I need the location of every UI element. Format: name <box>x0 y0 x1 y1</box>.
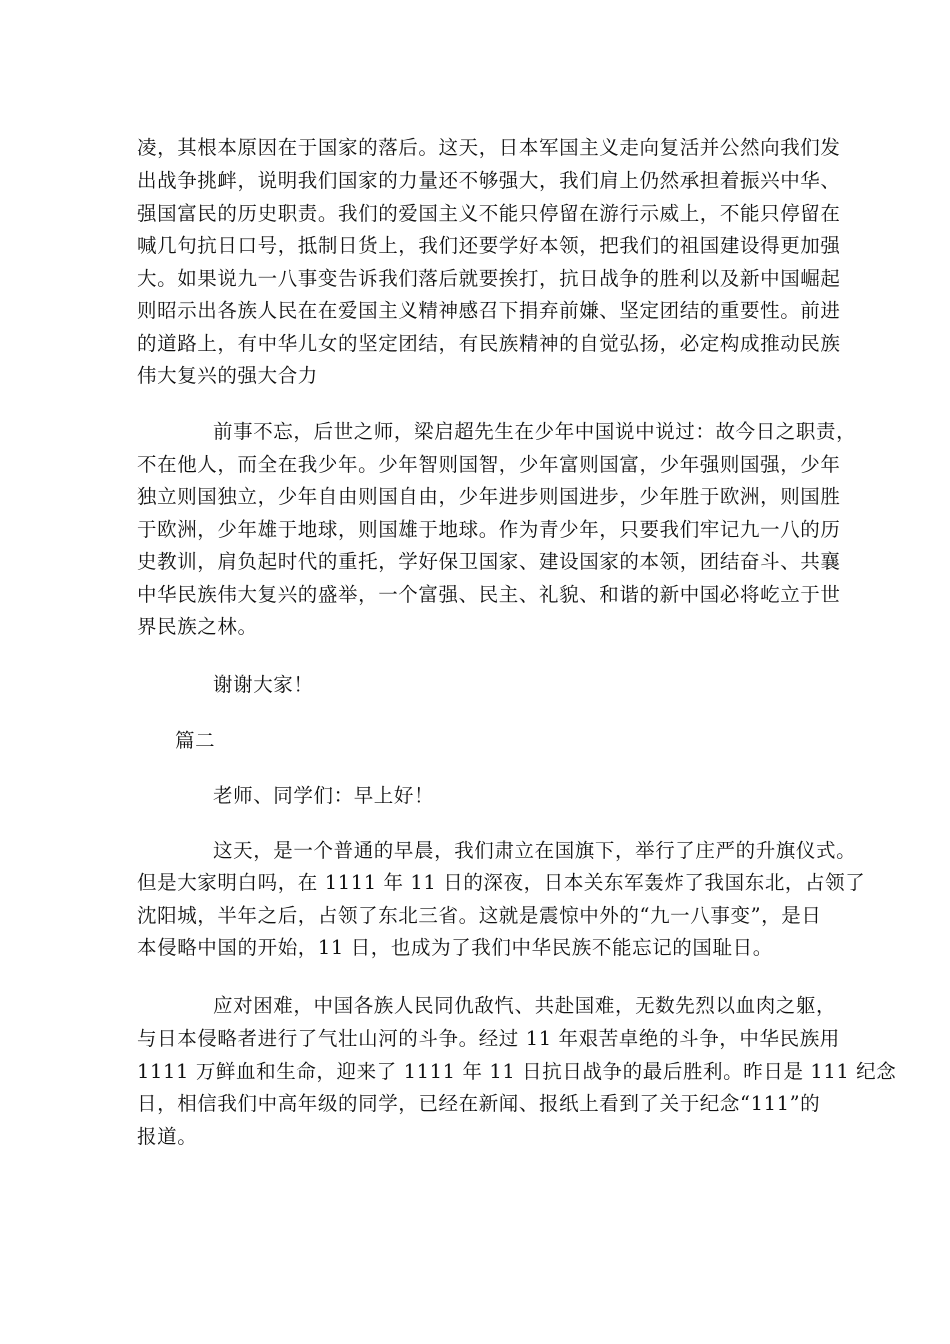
paragraph-4-line-5: 报道。 <box>137 1125 198 1148</box>
paragraph-3-line-4: 本侵略中国的开始，11 日，也成为了我们中华民族不能忘记的国耻日。 <box>137 936 773 959</box>
paragraph-2-line-5: 史教训，肩负起时代的重托，学好保卫国家、建设国家的本领，团结奋斗、共襄 <box>137 550 841 573</box>
paragraph-1-line-5: 大。如果说九一八事变告诉我们落后就要挨打，抗日战争的胜利以及新中国崛起 <box>137 267 841 290</box>
closing-thanks: 谢谢大家！ <box>213 673 314 696</box>
paragraph-3-line-1: 这天，是一个普通的早晨，我们肃立在国旗下，举行了庄严的升旗仪式。 <box>213 839 857 862</box>
greeting: 老师、同学们：早上好！ <box>213 784 435 807</box>
section-title: 篇二 <box>175 729 216 752</box>
paragraph-4-line-2: 与日本侵略者进行了气壮山河的斗争。经过 11 年艰苦卓绝的斗争，中华民族用 <box>137 1027 840 1050</box>
paragraph-3-line-2: 但是大家明白吗，在 1111 年 11 日的深夜，日本关东军轰炸了我国东北，占领了 <box>137 871 866 894</box>
paragraph-1-line-8: 伟大复兴的强大合力 <box>137 364 318 387</box>
paragraph-4-line-3: 1111 万鲜血和生命，迎来了 1111 年 11 日抗日战争的最后胜利。昨日是 111 纪念 <box>137 1060 897 1083</box>
paragraph-4-line-1: 应对困难，中国各族人民同仇敌忾、共赴国难，无数先烈以血肉之躯， <box>213 994 837 1017</box>
paragraph-2-line-6: 中华民族伟大复兴的盛举，一个富强、民主、礼貌、和谐的新中国必将屹立于世 <box>137 583 841 606</box>
paragraph-1-line-3: 强国富民的历史职责。我们的爱国主义不能只停留在游行示威上，不能只停留在 <box>137 202 841 225</box>
paragraph-2-line-4: 于欧洲，少年雄于地球，则国雄于地球。作为青少年，只要我们牢记九一八的历 <box>137 518 841 541</box>
paragraph-1-line-6: 则昭示出各族人民在在爱国主义精神感召下捐弃前嫌、坚定团结的重要性。前进 <box>137 299 841 322</box>
paragraph-1-line-1: 凌，其根本原因在于国家的落后。这天，日本军国主义走向复活并公然向我们发 <box>137 136 841 159</box>
paragraph-2-line-2: 不在他人，而全在我少年。少年智则国智，少年富则国富，少年强则国强，少年 <box>137 453 841 476</box>
paragraph-2-line-1: 前事不忘，后世之师，梁启超先生在少年中国说中说过：故今日之职责， <box>213 420 857 443</box>
paragraph-3-line-3: 沈阳城，半年之后，占领了东北三省。这就是震惊中外的“九一八事变”，是日 <box>137 904 822 927</box>
paragraph-2-line-7: 界民族之林。 <box>137 615 258 638</box>
paragraph-1-line-2: 出战争挑衅，说明我们国家的力量还不够强大，我们肩上仍然承担着振兴中华、 <box>137 169 841 192</box>
paragraph-4-line-4: 日，相信我们中高年级的同学，已经在新闻、报纸上看到了关于纪念“111”的 <box>137 1092 821 1115</box>
paragraph-1-line-4: 喊几句抗日口号，抵制日货上，我们还要学好本领，把我们的祖国建设得更加强 <box>137 234 841 257</box>
paragraph-1-line-7: 的道路上，有中华儿女的坚定团结，有民族精神的自觉弘扬，必定构成推动民族 <box>137 332 841 355</box>
paragraph-2-line-3: 独立则国独立，少年自由则国自由，少年进步则国进步，少年胜于欧洲，则国胜 <box>137 485 841 508</box>
